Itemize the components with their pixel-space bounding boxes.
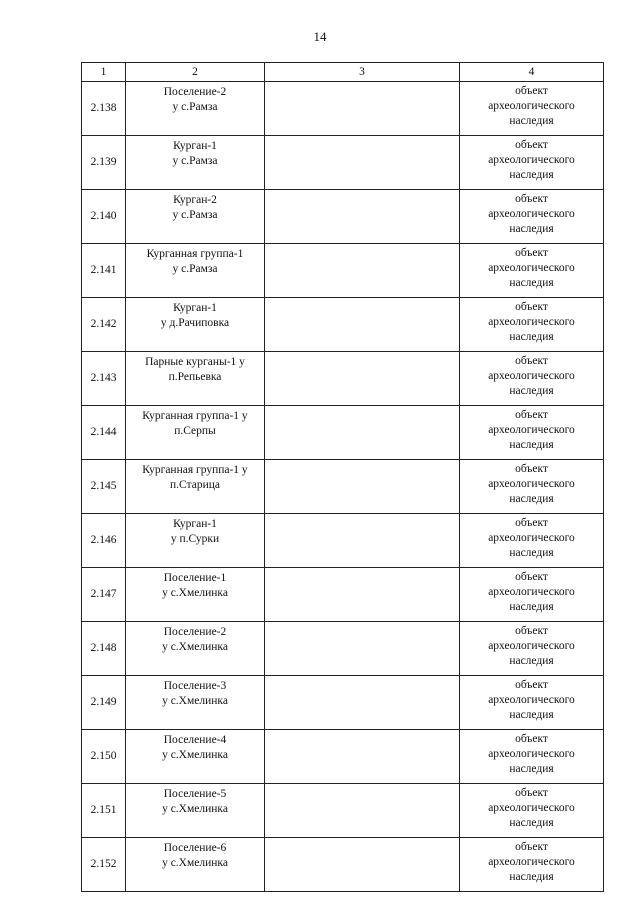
table-row <box>82 568 604 622</box>
category-line: археологического <box>488 478 575 490</box>
category-line: наследия <box>509 763 554 775</box>
object-name-cell <box>126 622 265 676</box>
object-name-line: у д.Рачиповка <box>160 317 230 329</box>
row-number-cell: 2.140 <box>82 190 126 244</box>
object-name-cell <box>126 568 265 622</box>
category-line: археологического <box>488 262 575 274</box>
table-row <box>82 136 604 190</box>
object-name-line: у с.Рамза <box>172 263 218 275</box>
object-name-line: у с.Хмелинка <box>162 641 228 653</box>
object-name-line: Курганная группа-1 у <box>142 464 248 476</box>
category-cell <box>460 352 604 406</box>
object-name-line: Курган-1 <box>173 140 217 152</box>
category-line: наследия <box>509 655 554 667</box>
column-3-cell <box>265 136 460 190</box>
category-line: наследия <box>509 439 554 451</box>
column-3-cell <box>265 622 460 676</box>
column-3-cell <box>265 568 460 622</box>
category-line: археологического <box>488 586 575 598</box>
category-line: наследия <box>509 331 554 343</box>
category-line: наследия <box>509 385 554 397</box>
column-3-cell <box>265 838 460 892</box>
object-name-cell <box>126 838 265 892</box>
object-name-line: п.Серпы <box>174 425 216 437</box>
table-row <box>82 190 604 244</box>
object-name-line: у с.Хмелинка <box>162 695 228 707</box>
column-header-3: 3 <box>265 63 460 82</box>
column-3-cell <box>265 352 460 406</box>
category-line: наследия <box>509 601 554 613</box>
object-name-cell <box>126 676 265 730</box>
category-line: объект <box>515 409 548 421</box>
category-line: археологического <box>488 802 575 814</box>
object-name-cell <box>126 406 265 460</box>
category-line: наследия <box>509 709 554 721</box>
object-name-line: Поселение-2 <box>163 86 227 98</box>
category-line: археологического <box>488 100 575 112</box>
category-line: объект <box>515 571 548 583</box>
object-name-line: Курганная группа-1 <box>146 248 244 260</box>
object-name-line: у с.Рамза <box>172 101 218 113</box>
row-number-cell: 2.152 <box>82 838 126 892</box>
table-row <box>82 82 604 136</box>
table-body <box>82 82 604 892</box>
object-name-cell <box>126 298 265 352</box>
column-header-1: 1 <box>82 63 126 82</box>
object-name-line: Парные курганы-1 у <box>145 356 245 368</box>
row-number-cell: 2.150 <box>82 730 126 784</box>
row-number-cell: 2.145 <box>82 460 126 514</box>
object-name-line: у с.Рамза <box>172 209 218 221</box>
column-3-cell <box>265 190 460 244</box>
object-name-cell <box>126 460 265 514</box>
object-name-line: Поселение-2 <box>163 626 227 638</box>
column-3-cell <box>265 82 460 136</box>
column-3-cell <box>265 730 460 784</box>
table-row <box>82 460 604 514</box>
category-line: объект <box>515 247 548 259</box>
category-cell <box>460 838 604 892</box>
object-name-line: у с.Хмелинка <box>162 587 228 599</box>
category-cell <box>460 190 604 244</box>
category-cell <box>460 406 604 460</box>
object-name-cell <box>126 352 265 406</box>
object-name-cell <box>126 82 265 136</box>
category-line: археологического <box>488 154 575 166</box>
object-name-line: у с.Хмелинка <box>162 749 228 761</box>
table-row <box>82 514 604 568</box>
category-cell <box>460 298 604 352</box>
category-line: археологического <box>488 532 575 544</box>
category-cell <box>460 622 604 676</box>
heritage-table <box>81 62 604 892</box>
column-3-cell <box>265 460 460 514</box>
row-number-cell: 2.146 <box>82 514 126 568</box>
table-row <box>82 676 604 730</box>
row-number-cell: 2.148 <box>82 622 126 676</box>
column-3-cell <box>265 676 460 730</box>
object-name-line: у п.Сурки <box>170 533 220 545</box>
category-line: наследия <box>509 547 554 559</box>
object-name-line: у с.Рамза <box>172 155 218 167</box>
category-line: объект <box>515 85 548 97</box>
column-3-cell <box>265 406 460 460</box>
column-3-cell <box>265 514 460 568</box>
category-line: наследия <box>509 277 554 289</box>
row-number-cell: 2.138 <box>82 82 126 136</box>
category-line: объект <box>515 301 548 313</box>
object-name-line: Курган-2 <box>173 194 217 206</box>
category-cell <box>460 514 604 568</box>
table-row <box>82 622 604 676</box>
object-name-line: п.Старица <box>170 479 220 491</box>
category-line: наследия <box>509 169 554 181</box>
category-line: наследия <box>509 817 554 829</box>
object-name-line: п.Репьевка <box>168 371 222 383</box>
category-cell <box>460 676 604 730</box>
category-line: объект <box>515 193 548 205</box>
object-name-line: Поселение-4 <box>163 734 227 746</box>
object-name-cell <box>126 514 265 568</box>
table-header <box>82 63 604 82</box>
header-row <box>82 63 604 82</box>
object-name-line: у с.Хмелинка <box>162 857 228 869</box>
column-header-2: 2 <box>126 63 265 82</box>
row-number-cell: 2.143 <box>82 352 126 406</box>
category-cell <box>460 460 604 514</box>
category-cell <box>460 82 604 136</box>
object-name-cell <box>126 244 265 298</box>
category-line: археологического <box>488 424 575 436</box>
object-name-line: у с.Хмелинка <box>162 803 228 815</box>
table-row <box>82 406 604 460</box>
category-line: археологического <box>488 208 575 220</box>
object-name-cell <box>126 190 265 244</box>
category-line: объект <box>515 355 548 367</box>
category-line: наследия <box>509 223 554 235</box>
object-name-line: Поселение-1 <box>163 572 227 584</box>
category-line: объект <box>515 733 548 745</box>
table-row <box>82 838 604 892</box>
object-name-line: Курган-1 <box>173 302 217 314</box>
category-line: объект <box>515 625 548 637</box>
category-line: археологического <box>488 856 575 868</box>
category-line: объект <box>515 517 548 529</box>
category-line: объект <box>515 841 548 853</box>
row-number-cell: 2.139 <box>82 136 126 190</box>
table-row <box>82 784 604 838</box>
page-number: 14 <box>313 29 327 44</box>
table-row <box>82 298 604 352</box>
category-cell <box>460 136 604 190</box>
category-line: археологического <box>488 640 575 652</box>
row-number-cell: 2.151 <box>82 784 126 838</box>
row-number-cell: 2.142 <box>82 298 126 352</box>
category-cell <box>460 568 604 622</box>
category-line: наследия <box>509 493 554 505</box>
category-line: объект <box>515 139 548 151</box>
object-name-cell <box>126 730 265 784</box>
category-line: объект <box>515 679 548 691</box>
object-name-line: Курган-1 <box>173 518 217 530</box>
category-cell <box>460 784 604 838</box>
row-number-cell: 2.149 <box>82 676 126 730</box>
column-header-4: 4 <box>460 63 604 82</box>
table-row <box>82 730 604 784</box>
row-number-cell: 2.141 <box>82 244 126 298</box>
object-name-line: Поселение-6 <box>163 842 227 854</box>
category-line: археологического <box>488 370 575 382</box>
object-name-cell <box>126 784 265 838</box>
category-line: археологического <box>488 694 575 706</box>
column-3-cell <box>265 784 460 838</box>
row-number-cell: 2.144 <box>82 406 126 460</box>
row-number-cell: 2.147 <box>82 568 126 622</box>
object-name-cell <box>126 136 265 190</box>
category-line: объект <box>515 463 548 475</box>
object-name-line: Поселение-3 <box>163 680 227 692</box>
category-cell <box>460 244 604 298</box>
category-line: наследия <box>509 115 554 127</box>
table-row <box>82 244 604 298</box>
object-name-line: Поселение-5 <box>163 788 227 800</box>
category-line: наследия <box>509 871 554 883</box>
category-line: объект <box>515 787 548 799</box>
category-line: археологического <box>488 748 575 760</box>
column-3-cell <box>265 298 460 352</box>
category-cell <box>460 730 604 784</box>
category-line: археологического <box>488 316 575 328</box>
object-name-line: Курганная группа-1 у <box>142 410 248 422</box>
table-row <box>82 352 604 406</box>
column-3-cell <box>265 244 460 298</box>
